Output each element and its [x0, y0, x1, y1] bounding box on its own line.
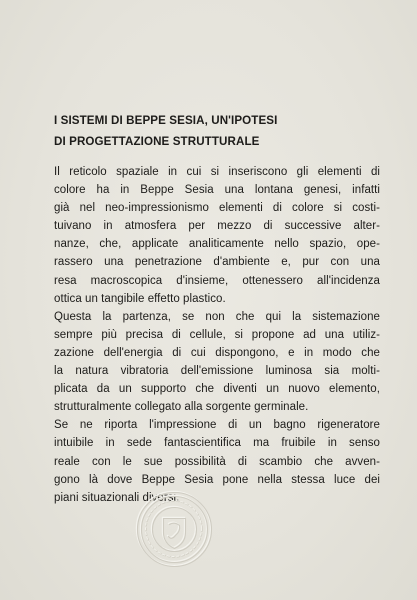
body-line: gono là dove Beppe Sesia pone nella stessa luce dei: [54, 473, 380, 486]
body-line: Se ne riporta l'impressione di un bagno rigeneratore: [54, 419, 380, 432]
body-line: Il reticolo spaziale in cui si inseriscono gli elementi di: [54, 166, 380, 178]
body-line: rassero una penetrazione d'ambiente e, pur con una: [54, 256, 380, 269]
body-line: ottica un tangibile effetto plastico.: [54, 292, 226, 305]
body-line: colore ha in Beppe Sesia una lontana genesi, infatti: [54, 184, 380, 197]
embossed-seal-icon: [133, 488, 215, 570]
heading-line: DI PROGETTAZIONE STRUTTURALE: [54, 135, 260, 148]
body-line: già nel neo-impressionismo elementi di colore si costi-: [54, 202, 380, 215]
body-line: resa macroscopica d'insieme, ottenessero all'incidenza: [54, 274, 380, 287]
body-line: Questa la partenza, se non che qui la sistemazione: [54, 310, 380, 323]
heading-line: I SISTEMI DI BEPPE SESIA, UN'IPOTESI: [54, 114, 278, 127]
body-line: zazione dell'energia di cui dispongono, e in modo che: [54, 346, 380, 359]
body-line: intuibile in sede fantascientifica ma fruibile in senso: [54, 437, 380, 450]
body-line: strutturalmente collegato alla sorgente germinale.: [54, 401, 309, 414]
body-line: la natura vibratoria dell'emissione luminosa sia molti-: [54, 365, 380, 378]
body-line: plicata da un supporto che diventi un nuovo elemento,: [54, 383, 380, 396]
body-line: tuivano in atmosfera per mezzo di successive alter-: [54, 220, 380, 233]
body-line: reale con le sue possibilità di scambio che avven-: [54, 455, 380, 468]
body-text: [54, 163, 380, 507]
body-line: piani situazionali diversi.: [54, 491, 180, 504]
body-line: sempre più precisa di cellule, si propone ad una utiliz-: [54, 328, 380, 341]
document-heading: [54, 110, 374, 152]
body-line: nanze, che, applicate analiticamente nello spazio, ope-: [54, 238, 380, 251]
